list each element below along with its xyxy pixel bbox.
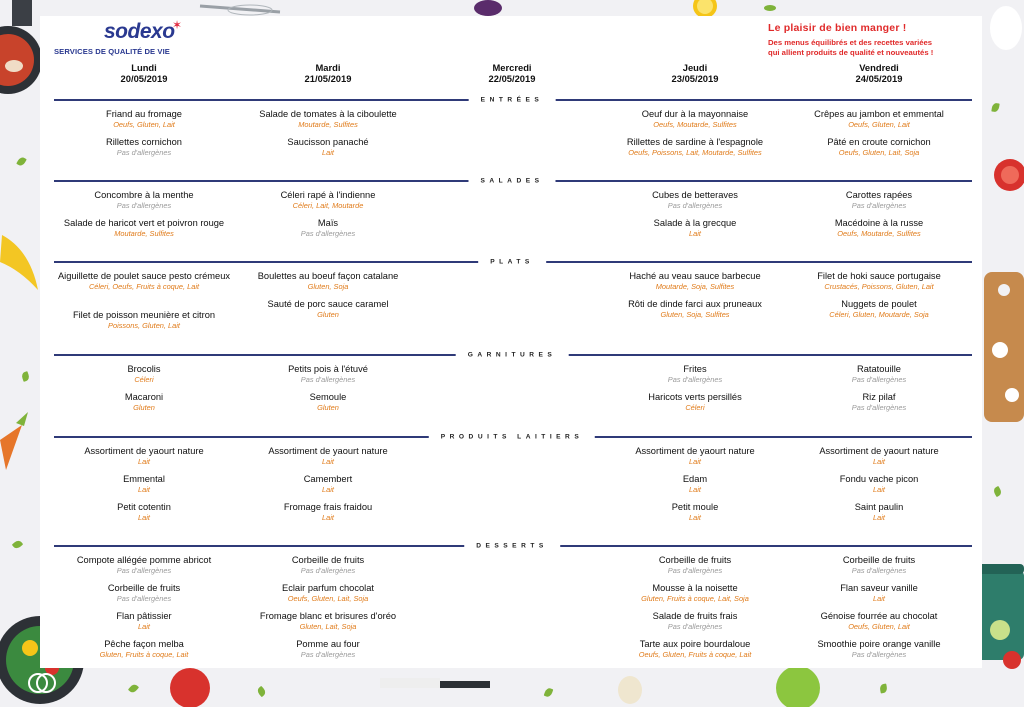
dish-allergens: Céleri, Lait, Moutarde [292, 200, 364, 210]
menu-dish [49, 639, 239, 659]
dish-name: Ratatouille [857, 364, 901, 374]
menu-dish [49, 555, 239, 575]
dish-name: Pâté en croute cornichon [827, 137, 931, 147]
dish-name: Camembert [303, 474, 353, 484]
day-date: 24/05/2019 [855, 72, 903, 84]
star-icon: ✶ [172, 18, 183, 32]
dish-allergens: Pas d'allergènes [667, 621, 723, 631]
dish-allergens: Pas d'allergènes [300, 649, 356, 659]
menu-dish [600, 446, 790, 466]
dish-name: Céleri rapé à l'indienne [280, 190, 376, 200]
dish-allergens: Lait [873, 484, 885, 494]
day-name: Mercredi [492, 62, 532, 73]
dish-allergens: Lait [873, 512, 885, 522]
dish-name: Pêche façon melba [104, 639, 184, 649]
menu-dish [784, 502, 974, 522]
dish-name: Maïs [317, 218, 339, 228]
dish-name: Carottes rapées [845, 190, 913, 200]
dish-name: Salade à la grecque [653, 218, 737, 228]
dish-name: Corbeille de fruits [107, 583, 181, 593]
menu-dish [233, 583, 423, 603]
dish-name: Haricots verts persillés [648, 392, 742, 402]
menu-dish [49, 310, 239, 330]
dish-name: Pomme au four [296, 639, 360, 649]
menu-dish [600, 583, 790, 603]
dish-name: Rôti de dinde farci aux pruneaux [628, 299, 762, 309]
brand-name: sodexo [104, 20, 175, 43]
dish-allergens: Pas d'allergènes [300, 228, 356, 238]
slogan-line-1: Des menus équilibrés et des recettes variées [768, 38, 933, 47]
day-name: Lundi [131, 62, 157, 73]
dish-allergens: Oeufs, Gluten, Lait, Soja [287, 593, 369, 603]
menu-dish [233, 502, 423, 522]
menu-dish [600, 502, 790, 522]
dish-allergens: Gluten [317, 402, 339, 412]
menu-dish [600, 639, 790, 659]
section-label-produits-laitiers: PRODUITS LAITIERS [429, 434, 595, 441]
menu-dish [600, 474, 790, 494]
menu-dish [49, 611, 239, 631]
dish-name: Rillettes cornichon [106, 137, 182, 147]
dish-name: Flan saveur vanille [840, 583, 918, 593]
dish-name: Petit moule [671, 502, 719, 512]
menu-dish [49, 218, 239, 238]
menu-dish [233, 392, 423, 412]
day-header-thursday [620, 63, 770, 84]
dish-name: Filet de hoki sauce portugaise [817, 271, 941, 281]
dish-name: Salade de fruits frais [652, 611, 738, 621]
dish-allergens: Oeufs, Moutarde, Sulfites [653, 119, 737, 129]
dish-name: Cubes de betteraves [652, 190, 738, 200]
menu-dish [784, 583, 974, 603]
menu-dish [49, 502, 239, 522]
dish-name: Petit cotentin [117, 502, 171, 512]
menu-dish [233, 611, 423, 631]
menu-dish [600, 190, 790, 210]
dish-allergens: Gluten, Fruits à coque, Lait [99, 649, 189, 659]
dish-allergens: Lait [322, 484, 334, 494]
dish-allergens: Pas d'allergènes [667, 200, 723, 210]
dish-allergens: Lait [689, 228, 701, 238]
dish-allergens: Lait [322, 147, 334, 157]
dish-allergens: Lait [138, 621, 150, 631]
menu-dish [233, 190, 423, 210]
brand-tagline: SERVICES DE QUALITÉ DE VIE [54, 47, 170, 56]
menu-dish [49, 474, 239, 494]
menu-dish [233, 555, 423, 575]
menu-dish [600, 299, 790, 319]
menu-dish [233, 446, 423, 466]
dish-name: Smoothie poire orange vanille [817, 639, 941, 649]
dish-allergens: Céleri [685, 402, 705, 412]
day-header-wednesday [437, 63, 587, 84]
dish-allergens: Céleri, Oeufs, Fruits à coque, Lait [88, 281, 200, 291]
dish-allergens: Lait [873, 593, 885, 603]
menu-dish [600, 392, 790, 412]
section-label-desserts: DESSERTS [464, 543, 560, 550]
dish-allergens: Pas d'allergènes [300, 565, 356, 575]
dish-allergens: Lait [689, 512, 701, 522]
dish-allergens: Lait [689, 456, 701, 466]
slogan [768, 22, 978, 57]
menu-dish [233, 271, 423, 291]
day-header-friday [804, 63, 954, 84]
dish-allergens: Lait [322, 456, 334, 466]
dish-name: Flan pâtissier [116, 611, 172, 621]
dish-name: Petits pois à l'étuvé [288, 364, 368, 374]
dish-name: Crêpes au jambon et emmental [814, 109, 944, 119]
menu-dish [784, 299, 974, 319]
dish-allergens: Pas d'allergènes [851, 374, 907, 384]
menu-dish [784, 611, 974, 631]
dish-allergens: Oeufs, Poissons, Lait, Moutarde, Sulfites [628, 147, 762, 157]
menu-dish [784, 446, 974, 466]
menu-dish [233, 474, 423, 494]
menu-dish [784, 190, 974, 210]
menu-dish [49, 271, 239, 291]
section-label-entr-es: ENTRÉES [469, 97, 556, 104]
dish-allergens: Pas d'allergènes [116, 593, 172, 603]
dish-allergens: Oeufs, Gluten, Lait, Soja [838, 147, 920, 157]
dish-name: Salade de haricot vert et poivron rouge [63, 218, 225, 228]
dish-allergens: Céleri, Gluten, Moutarde, Soja [829, 309, 929, 319]
dish-name: Aiguillette de poulet sauce pesto crémeux [57, 271, 231, 281]
day-header-tuesday [253, 63, 403, 84]
menu-dish [784, 474, 974, 494]
menu-dish [784, 137, 974, 157]
dish-name: Assortiment de yaourt nature [635, 446, 755, 456]
dish-allergens: Moutarde, Sulfites [114, 228, 174, 238]
menu-dish [600, 109, 790, 129]
slogan-title: Le plaisir de bien manger ! [768, 22, 907, 34]
dish-name: Eclair parfum chocolat [282, 583, 374, 593]
dish-allergens: Gluten [317, 309, 339, 319]
dish-allergens: Pas d'allergènes [116, 200, 172, 210]
menu-dish [784, 364, 974, 384]
dish-name: Fromage frais fraidou [283, 502, 373, 512]
dish-allergens: Oeufs, Gluten, Fruits à coque, Lait [638, 649, 752, 659]
dish-name: Fromage blanc et brisures d'oréo [259, 611, 397, 621]
dish-name: Concombre à la menthe [94, 190, 194, 200]
sodexo-logo [54, 20, 204, 60]
menu-dish [49, 446, 239, 466]
menu-dish [233, 218, 423, 238]
menu-dish [784, 109, 974, 129]
dish-allergens: Gluten, Fruits à coque, Lait, Soja [641, 593, 749, 603]
dish-name: Salade de tomates à la ciboulette [259, 109, 397, 119]
menu-dish [784, 555, 974, 575]
menu-dish [600, 271, 790, 291]
dish-name: Mousse à la noisette [652, 583, 738, 593]
dish-allergens: Oeufs, Gluten, Lait [848, 621, 910, 631]
dish-name: Nuggets de poulet [841, 299, 917, 309]
dish-allergens: Gluten, Lait, Soja [299, 621, 357, 631]
dish-allergens: Gluten, Soja, Sulfites [660, 309, 730, 319]
dish-name: Frites [683, 364, 707, 374]
dish-allergens: Lait [138, 484, 150, 494]
menu-dish [600, 611, 790, 631]
section-label-plats: PLATS [478, 259, 546, 266]
dish-allergens: Gluten, Soja [307, 281, 349, 291]
menu-dish [784, 218, 974, 238]
dish-allergens: Céleri [134, 374, 154, 384]
day-date: 20/05/2019 [120, 72, 168, 84]
menu-dish [49, 583, 239, 603]
section-label-salades: SALADES [468, 178, 555, 185]
menu-dish [784, 271, 974, 291]
dish-allergens: Oeufs, Moutarde, Sulfites [837, 228, 921, 238]
dish-allergens: Oeufs, Gluten, Lait [848, 119, 910, 129]
dish-allergens: Lait [138, 512, 150, 522]
menu-dish [784, 639, 974, 659]
dish-allergens: Gluten [133, 402, 155, 412]
dish-allergens: Pas d'allergènes [116, 147, 172, 157]
slogan-line-2: qui allient produits de qualité et nouveautés ! [768, 47, 934, 57]
dish-allergens: Oeufs, Gluten, Lait [113, 119, 175, 129]
day-date: 21/05/2019 [304, 72, 352, 84]
menu-dish [49, 364, 239, 384]
dish-allergens: Lait [689, 484, 701, 494]
dish-allergens: Moutarde, Soja, Sulfites [655, 281, 735, 291]
dish-name: Oeuf dur à la mayonnaise [641, 109, 749, 119]
dish-allergens: Pas d'allergènes [851, 200, 907, 210]
menu-dish [600, 137, 790, 157]
dish-name: Assortiment de yaourt nature [819, 446, 939, 456]
dish-allergens: Pas d'allergènes [851, 565, 907, 575]
day-date: 22/05/2019 [488, 72, 536, 84]
menu-dish [600, 218, 790, 238]
dish-name: Macédoine à la russe [834, 218, 924, 228]
dish-name: Fondu vache picon [839, 474, 919, 484]
dish-allergens: Pas d'allergènes [300, 374, 356, 384]
day-name: Jeudi [682, 62, 708, 73]
dish-name: Assortiment de yaourt nature [268, 446, 388, 456]
menu-dish [784, 392, 974, 412]
day-name: Mardi [315, 62, 341, 73]
menu-dish [600, 555, 790, 575]
menu-dish [233, 109, 423, 129]
dish-name: Saint paulin [854, 502, 904, 512]
dish-allergens: Lait [873, 456, 885, 466]
dish-name: Semoule [309, 392, 347, 402]
menu-dish [233, 639, 423, 659]
dish-allergens: Pas d'allergènes [667, 565, 723, 575]
dish-name: Sauté de porc sauce caramel [267, 299, 389, 309]
menu-dish [49, 109, 239, 129]
dish-allergens: Lait [322, 512, 334, 522]
day-name: Vendredi [859, 62, 899, 73]
dish-allergens: Lait [138, 456, 150, 466]
dish-name: Boulettes au boeuf façon catalane [257, 271, 399, 281]
dish-name: Edam [682, 474, 708, 484]
dish-name: Corbeille de fruits [291, 555, 365, 565]
dish-name: Brocolis [127, 364, 161, 374]
dish-allergens: Crustacés, Poissons, Gluten, Lait [824, 281, 934, 291]
dish-allergens: Pas d'allergènes [851, 649, 907, 659]
dish-allergens: Pas d'allergènes [116, 565, 172, 575]
dish-name: Friand au fromage [106, 109, 182, 119]
day-header-monday [69, 63, 219, 84]
dish-name: Compote allégée pomme abricot [76, 555, 212, 565]
menu-dish [49, 392, 239, 412]
menu-dish [233, 364, 423, 384]
dish-allergens: Pas d'allergènes [851, 402, 907, 412]
dish-allergens: Moutarde, Sulfites [298, 119, 358, 129]
dish-name: Emmental [123, 474, 165, 484]
dish-name: Assortiment de yaourt nature [84, 446, 204, 456]
dish-name: Filet de poisson meunière et citron [72, 310, 216, 320]
dish-name: Corbeille de fruits [842, 555, 916, 565]
menu-dish [49, 137, 239, 157]
menu-dish [233, 137, 423, 157]
dish-allergens: Poissons, Gluten, Lait [108, 320, 180, 330]
day-header-row [0, 63, 1024, 87]
menu-dish [600, 364, 790, 384]
dish-name: Saucisson panaché [287, 137, 369, 147]
dish-name: Riz pilaf [862, 392, 896, 402]
dish-name: Haché au veau sauce barbecue [629, 271, 761, 281]
dish-name: Tarte aux poire bourdaloue [639, 639, 751, 649]
dish-name: Macaroni [124, 392, 164, 402]
dish-allergens: Pas d'allergènes [667, 374, 723, 384]
dish-name: Rillettes de sardine à l'espagnole [626, 137, 764, 147]
day-date: 23/05/2019 [671, 72, 719, 84]
dish-name: Génoise fourrée au chocolat [820, 611, 938, 621]
menu-dish [49, 190, 239, 210]
dish-name: Corbeille de fruits [658, 555, 732, 565]
menu-dish [233, 299, 423, 319]
section-label-garnitures: GARNITURES [456, 352, 569, 359]
